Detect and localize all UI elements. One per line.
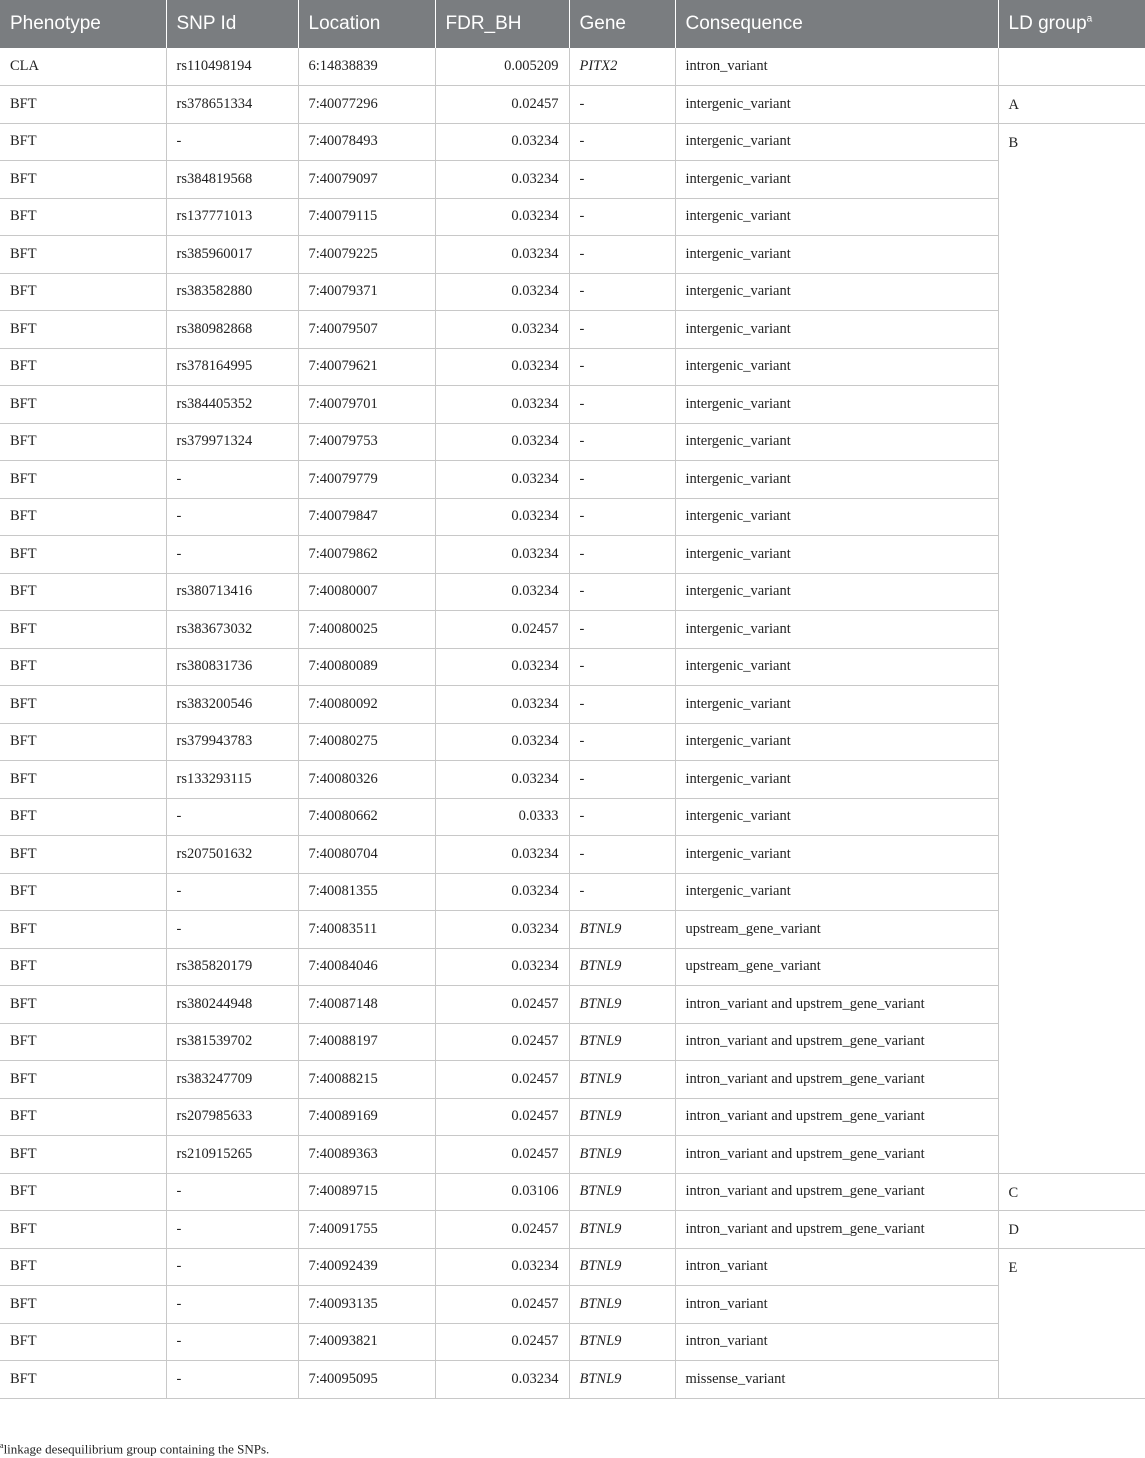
cell-snp-id: - [166, 798, 298, 836]
cell-location: 7:40080275 [298, 723, 435, 761]
cell-consequence: intergenic_variant [675, 386, 998, 424]
table-row [0, 911, 1145, 949]
table-row [0, 686, 1145, 724]
cell-location: 7:40089169 [298, 1098, 435, 1136]
cell-ld-group: E [998, 1248, 1145, 1398]
cell-consequence: intergenic_variant [675, 648, 998, 686]
cell-fdr-bh: 0.03234 [435, 498, 569, 536]
cell-location: 7:40087148 [298, 986, 435, 1024]
cell-fdr-bh: 0.03234 [435, 573, 569, 611]
cell-location: 7:40081355 [298, 873, 435, 911]
cell-location: 7:40088197 [298, 1023, 435, 1061]
footnote [0, 1441, 269, 1457]
cell-consequence: intron_variant and upstrem_gene_variant [675, 1173, 998, 1211]
cell-fdr-bh: 0.02457 [435, 986, 569, 1024]
table-row [0, 86, 1145, 124]
cell-fdr-bh: 0.03234 [435, 536, 569, 574]
cell-ld-group: B [998, 123, 1145, 1173]
cell-phenotype: BFT [0, 86, 166, 124]
cell-snp-id: rs383582880 [166, 273, 298, 311]
cell-phenotype: BFT [0, 948, 166, 986]
cell-phenotype: BFT [0, 573, 166, 611]
table-row [0, 611, 1145, 649]
cell-fdr-bh: 0.03234 [435, 423, 569, 461]
cell-location: 7:40077296 [298, 86, 435, 124]
cell-phenotype: BFT [0, 1023, 166, 1061]
cell-gene: BTNL9 [569, 911, 675, 949]
table-row [0, 798, 1145, 836]
cell-consequence: intron_variant and upstrem_gene_variant [675, 1061, 998, 1099]
cell-phenotype: CLA [0, 48, 166, 86]
cell-fdr-bh: 0.03234 [435, 723, 569, 761]
cell-gene: - [569, 761, 675, 799]
table-row [0, 198, 1145, 236]
cell-location: 7:40080092 [298, 686, 435, 724]
cell-snp-id: - [166, 536, 298, 574]
cell-location: 7:40080025 [298, 611, 435, 649]
table-row [0, 1286, 1145, 1324]
cell-consequence: intron_variant and upstrem_gene_variant [675, 1211, 998, 1249]
cell-consequence: upstream_gene_variant [675, 911, 998, 949]
table-row [0, 1211, 1145, 1249]
cell-phenotype: BFT [0, 1286, 166, 1324]
cell-consequence: intergenic_variant [675, 836, 998, 874]
cell-fdr-bh: 0.03234 [435, 836, 569, 874]
cell-phenotype: BFT [0, 236, 166, 274]
footnote-sup: a [0, 1441, 4, 1450]
cell-snp-id: rs379943783 [166, 723, 298, 761]
table-header-row [0, 0, 1145, 48]
cell-ld-group [998, 48, 1145, 86]
cell-gene: BTNL9 [569, 1248, 675, 1286]
cell-fdr-bh: 0.02457 [435, 1323, 569, 1361]
cell-snp-id: rs379971324 [166, 423, 298, 461]
cell-gene: - [569, 161, 675, 199]
cell-fdr-bh: 0.03106 [435, 1173, 569, 1211]
cell-phenotype: BFT [0, 648, 166, 686]
cell-snp-id: rs384819568 [166, 161, 298, 199]
cell-consequence: intergenic_variant [675, 498, 998, 536]
table-row [0, 498, 1145, 536]
cell-gene: BTNL9 [569, 1323, 675, 1361]
cell-phenotype: BFT [0, 123, 166, 161]
cell-location: 7:40079779 [298, 461, 435, 499]
cell-phenotype: BFT [0, 723, 166, 761]
cell-consequence: intergenic_variant [675, 536, 998, 574]
cell-location: 7:40093135 [298, 1286, 435, 1324]
cell-consequence: intergenic_variant [675, 873, 998, 911]
cell-phenotype: BFT [0, 986, 166, 1024]
cell-snp-id: - [166, 1248, 298, 1286]
cell-snp-id: rs383200546 [166, 686, 298, 724]
cell-snp-id: - [166, 1323, 298, 1361]
table-row [0, 1173, 1145, 1211]
cell-location: 7:40088215 [298, 1061, 435, 1099]
cell-snp-id: rs207985633 [166, 1098, 298, 1136]
cell-location: 7:40079862 [298, 536, 435, 574]
cell-gene: BTNL9 [569, 1098, 675, 1136]
cell-gene: - [569, 873, 675, 911]
table-row [0, 48, 1145, 86]
cell-gene: - [569, 611, 675, 649]
cell-consequence: intron_variant and upstrem_gene_variant [675, 1098, 998, 1136]
cell-phenotype: BFT [0, 423, 166, 461]
cell-fdr-bh: 0.03234 [435, 386, 569, 424]
header-phenotype: Phenotype [0, 0, 166, 48]
cell-gene: - [569, 311, 675, 349]
cell-gene: - [569, 498, 675, 536]
table-row [0, 986, 1145, 1024]
cell-phenotype: BFT [0, 911, 166, 949]
cell-fdr-bh: 0.03234 [435, 161, 569, 199]
cell-consequence: intergenic_variant [675, 798, 998, 836]
cell-gene: - [569, 423, 675, 461]
cell-snp-id: rs385820179 [166, 948, 298, 986]
cell-phenotype: BFT [0, 311, 166, 349]
cell-consequence: intron_variant and upstrem_gene_variant [675, 1136, 998, 1174]
cell-phenotype: BFT [0, 161, 166, 199]
cell-location: 7:40083511 [298, 911, 435, 949]
cell-fdr-bh: 0.02457 [435, 1098, 569, 1136]
cell-location: 7:40080007 [298, 573, 435, 611]
cell-consequence: intergenic_variant [675, 273, 998, 311]
cell-gene: - [569, 573, 675, 611]
cell-phenotype: BFT [0, 761, 166, 799]
table-row [0, 386, 1145, 424]
cell-snp-id: rs383247709 [166, 1061, 298, 1099]
cell-phenotype: BFT [0, 1361, 166, 1399]
cell-fdr-bh: 0.03234 [435, 686, 569, 724]
cell-snp-id: rs380244948 [166, 986, 298, 1024]
table-row [0, 723, 1145, 761]
cell-consequence: intron_variant [675, 1248, 998, 1286]
header-ld-group [998, 0, 1145, 48]
cell-phenotype: BFT [0, 386, 166, 424]
cell-consequence: intergenic_variant [675, 123, 998, 161]
cell-ld-group: D [998, 1211, 1145, 1249]
cell-location: 7:40093821 [298, 1323, 435, 1361]
cell-snp-id: rs133293115 [166, 761, 298, 799]
cell-location: 7:40079621 [298, 348, 435, 386]
cell-consequence: intergenic_variant [675, 761, 998, 799]
cell-fdr-bh: 0.02457 [435, 611, 569, 649]
cell-location: 7:40079753 [298, 423, 435, 461]
cell-location: 7:40079097 [298, 161, 435, 199]
cell-consequence: intergenic_variant [675, 311, 998, 349]
cell-snp-id: rs384405352 [166, 386, 298, 424]
cell-gene: - [569, 798, 675, 836]
table-row [0, 573, 1145, 611]
cell-gene: - [569, 686, 675, 724]
cell-snp-id: rs381539702 [166, 1023, 298, 1061]
cell-fdr-bh: 0.03234 [435, 311, 569, 349]
cell-fdr-bh: 0.03234 [435, 348, 569, 386]
cell-consequence: intron_variant [675, 48, 998, 86]
table-row [0, 1023, 1145, 1061]
cell-fdr-bh: 0.03234 [435, 123, 569, 161]
cell-consequence: intergenic_variant [675, 86, 998, 124]
cell-consequence: intergenic_variant [675, 423, 998, 461]
cell-fdr-bh: 0.03234 [435, 1361, 569, 1399]
cell-gene: BTNL9 [569, 1286, 675, 1324]
cell-gene: BTNL9 [569, 1023, 675, 1061]
cell-gene: BTNL9 [569, 1211, 675, 1249]
cell-gene: - [569, 648, 675, 686]
table-row [0, 273, 1145, 311]
table-row [0, 836, 1145, 874]
cell-gene: - [569, 86, 675, 124]
cell-phenotype: BFT [0, 611, 166, 649]
cell-fdr-bh: 0.03234 [435, 198, 569, 236]
table-row [0, 461, 1145, 499]
cell-consequence: intergenic_variant [675, 723, 998, 761]
cell-fdr-bh: 0.02457 [435, 1136, 569, 1174]
cell-phenotype: BFT [0, 1211, 166, 1249]
cell-snp-id: - [166, 1361, 298, 1399]
cell-gene: - [569, 236, 675, 274]
cell-gene: BTNL9 [569, 948, 675, 986]
cell-fdr-bh: 0.03234 [435, 948, 569, 986]
cell-location: 7:40079701 [298, 386, 435, 424]
cell-gene: - [569, 198, 675, 236]
header-gene: Gene [569, 0, 675, 48]
cell-consequence: intergenic_variant [675, 161, 998, 199]
cell-fdr-bh: 0.02457 [435, 86, 569, 124]
cell-snp-id: rs383673032 [166, 611, 298, 649]
cell-phenotype: BFT [0, 273, 166, 311]
cell-phenotype: BFT [0, 1136, 166, 1174]
cell-gene: - [569, 723, 675, 761]
cell-location: 7:40095095 [298, 1361, 435, 1399]
cell-gene: BTNL9 [569, 986, 675, 1024]
cell-consequence: upstream_gene_variant [675, 948, 998, 986]
table-row [0, 1323, 1145, 1361]
cell-fdr-bh: 0.03234 [435, 273, 569, 311]
cell-gene: - [569, 348, 675, 386]
cell-fdr-bh: 0.03234 [435, 236, 569, 274]
cell-phenotype: BFT [0, 1173, 166, 1211]
table-row [0, 123, 1145, 161]
cell-consequence: intergenic_variant [675, 236, 998, 274]
cell-consequence: intergenic_variant [675, 611, 998, 649]
cell-phenotype: BFT [0, 498, 166, 536]
table-row [0, 1098, 1145, 1136]
cell-snp-id: - [166, 1286, 298, 1324]
cell-gene: PITX2 [569, 48, 675, 86]
cell-location: 7:40080326 [298, 761, 435, 799]
cell-fdr-bh: 0.03234 [435, 648, 569, 686]
cell-snp-id: - [166, 461, 298, 499]
table-row [0, 1248, 1145, 1286]
cell-gene: - [569, 536, 675, 574]
table-row [0, 1061, 1145, 1099]
table-body [0, 48, 1145, 1398]
cell-location: 7:40089363 [298, 1136, 435, 1174]
table-row [0, 1136, 1145, 1174]
cell-gene: BTNL9 [569, 1061, 675, 1099]
cell-consequence: missense_variant [675, 1361, 998, 1399]
cell-snp-id: rs378651334 [166, 86, 298, 124]
cell-snp-id: - [166, 123, 298, 161]
cell-location: 7:40080662 [298, 798, 435, 836]
cell-gene: - [569, 273, 675, 311]
cell-fdr-bh: 0.03234 [435, 461, 569, 499]
cell-gene: - [569, 461, 675, 499]
cell-location: 7:40091755 [298, 1211, 435, 1249]
cell-location: 7:40079371 [298, 273, 435, 311]
cell-consequence: intron_variant and upstrem_gene_variant [675, 986, 998, 1024]
header-fdr-bh: FDR_BH [435, 0, 569, 48]
cell-phenotype: BFT [0, 836, 166, 874]
cell-gene: - [569, 836, 675, 874]
cell-fdr-bh: 0.03234 [435, 873, 569, 911]
cell-snp-id: rs110498194 [166, 48, 298, 86]
cell-consequence: intergenic_variant [675, 198, 998, 236]
cell-consequence: intron_variant [675, 1323, 998, 1361]
cell-snp-id: - [166, 873, 298, 911]
cell-gene: - [569, 386, 675, 424]
table-row [0, 161, 1145, 199]
cell-location: 7:40089715 [298, 1173, 435, 1211]
cell-consequence: intron_variant and upstrem_gene_variant [675, 1023, 998, 1061]
cell-location: 7:40080089 [298, 648, 435, 686]
table-row [0, 236, 1145, 274]
cell-snp-id: rs207501632 [166, 836, 298, 874]
table-row [0, 1361, 1145, 1399]
cell-fdr-bh: 0.03234 [435, 1248, 569, 1286]
cell-location: 7:40079847 [298, 498, 435, 536]
cell-location: 6:14838839 [298, 48, 435, 86]
cell-location: 7:40079507 [298, 311, 435, 349]
cell-location: 7:40079115 [298, 198, 435, 236]
cell-gene: - [569, 123, 675, 161]
cell-snp-id: rs380713416 [166, 573, 298, 611]
header-ld-group-label: LD group [1008, 13, 1087, 34]
cell-snp-id: - [166, 498, 298, 536]
cell-location: 7:40079225 [298, 236, 435, 274]
cell-phenotype: BFT [0, 1061, 166, 1099]
cell-consequence: intron_variant [675, 1286, 998, 1324]
cell-snp-id: rs380982868 [166, 311, 298, 349]
cell-gene: BTNL9 [569, 1361, 675, 1399]
header-consequence: Consequence [675, 0, 998, 48]
cell-location: 7:40092439 [298, 1248, 435, 1286]
cell-gene: BTNL9 [569, 1136, 675, 1174]
cell-consequence: intergenic_variant [675, 686, 998, 724]
table-row [0, 311, 1145, 349]
cell-phenotype: BFT [0, 198, 166, 236]
cell-snp-id: - [166, 1211, 298, 1249]
cell-location: 7:40084046 [298, 948, 435, 986]
table-row [0, 761, 1145, 799]
cell-phenotype: BFT [0, 1098, 166, 1136]
cell-fdr-bh: 0.02457 [435, 1211, 569, 1249]
cell-phenotype: BFT [0, 461, 166, 499]
cell-snp-id: rs380831736 [166, 648, 298, 686]
cell-fdr-bh: 0.02457 [435, 1061, 569, 1099]
table-row [0, 648, 1145, 686]
cell-fdr-bh: 0.005209 [435, 48, 569, 86]
cell-location: 7:40080704 [298, 836, 435, 874]
cell-consequence: intergenic_variant [675, 573, 998, 611]
cell-snp-id: rs137771013 [166, 198, 298, 236]
cell-snp-id: - [166, 911, 298, 949]
cell-fdr-bh: 0.02457 [435, 1023, 569, 1061]
header-ld-group-sup: a [1086, 13, 1093, 25]
cell-fdr-bh: 0.02457 [435, 1286, 569, 1324]
cell-phenotype: BFT [0, 873, 166, 911]
cell-ld-group: A [998, 86, 1145, 124]
cell-ld-group: C [998, 1173, 1145, 1211]
table-row [0, 948, 1145, 986]
table-row [0, 423, 1145, 461]
cell-snp-id: - [166, 1173, 298, 1211]
cell-fdr-bh: 0.03234 [435, 911, 569, 949]
cell-gene: BTNL9 [569, 1173, 675, 1211]
header-location: Location [298, 0, 435, 48]
table-row [0, 348, 1145, 386]
cell-phenotype: BFT [0, 348, 166, 386]
cell-consequence: intergenic_variant [675, 461, 998, 499]
cell-fdr-bh: 0.0333 [435, 798, 569, 836]
footnote-text: linkage desequilibrium group containing the SNPs. [3, 1441, 270, 1457]
table-row [0, 873, 1145, 911]
cell-snp-id: rs210915265 [166, 1136, 298, 1174]
header-snp-id: SNP Id [166, 0, 298, 48]
cell-phenotype: BFT [0, 1323, 166, 1361]
cell-consequence: intergenic_variant [675, 348, 998, 386]
cell-phenotype: BFT [0, 686, 166, 724]
cell-phenotype: BFT [0, 798, 166, 836]
cell-snp-id: rs385960017 [166, 236, 298, 274]
cell-fdr-bh: 0.03234 [435, 761, 569, 799]
table-row [0, 536, 1145, 574]
cell-location: 7:40078493 [298, 123, 435, 161]
cell-phenotype: BFT [0, 536, 166, 574]
cell-phenotype: BFT [0, 1248, 166, 1286]
cell-snp-id: rs378164995 [166, 348, 298, 386]
